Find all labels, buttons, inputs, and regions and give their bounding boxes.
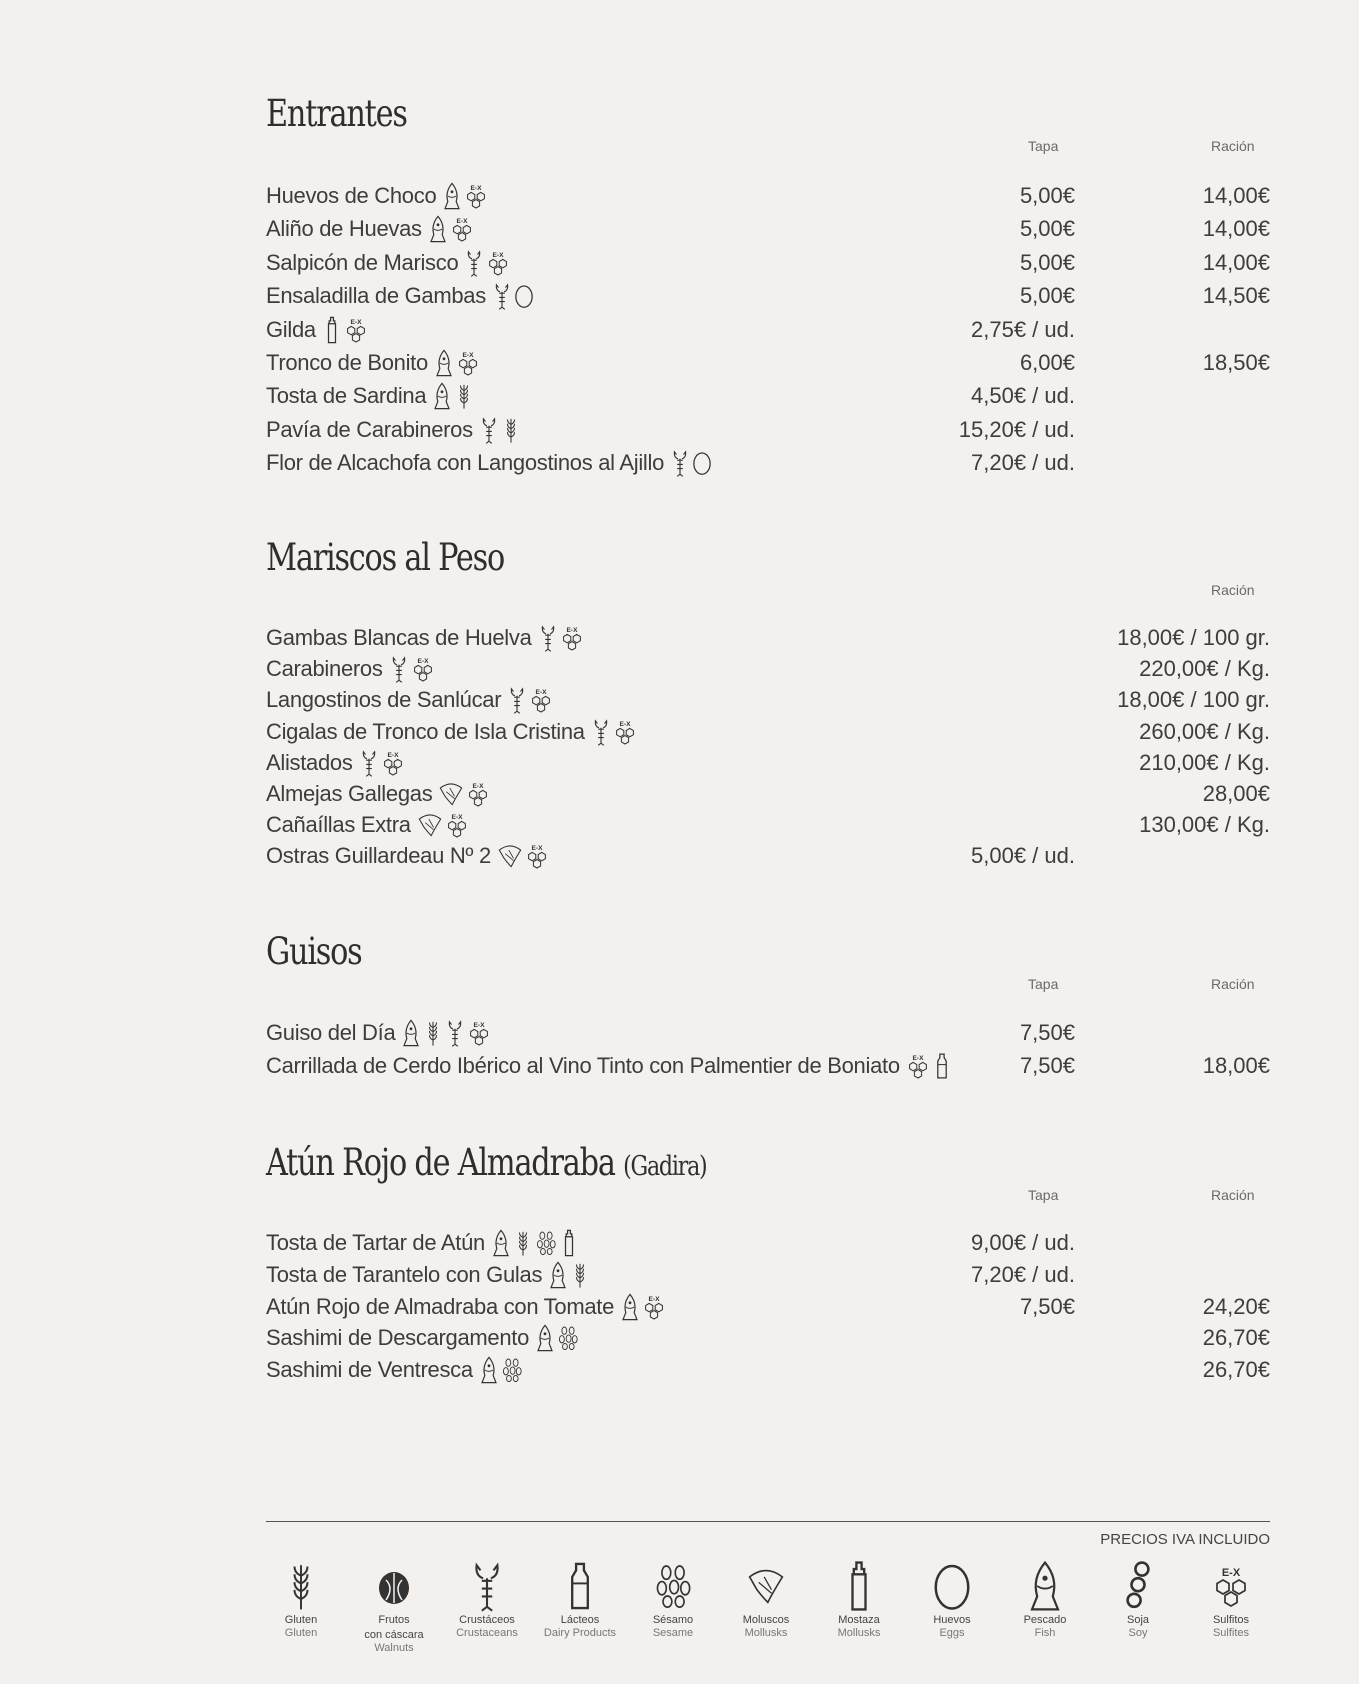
menu-item-name [266,314,368,346]
svg-text:E-X: E-X [387,751,399,759]
menu-item-row [266,380,1270,412]
menu-item-row [266,1291,1270,1323]
allergen-icons [591,718,637,746]
crustacean-icon [538,624,558,652]
menu-item-name [266,747,405,779]
racion-price: 14,00€ [1202,183,1270,208]
racion-price: 130,00€ / Kg. [1139,812,1270,838]
racion-price: 26,70€ [1202,1325,1270,1351]
allergen-legend-item [628,1560,718,1640]
menu-item-row [266,180,1270,212]
menu-item-row [266,778,1270,810]
item-name-text: Sashimi de Descargamento [266,1325,530,1351]
mustard-icon [839,1560,879,1612]
racion-price: 14,00€ [1202,216,1270,242]
racion-header: Ración [1211,138,1255,154]
menu-item-row [266,716,1270,748]
item-name-text: Flor de Alcachofa con Langostinos al Ajillo [266,450,665,476]
menu-item-row [266,747,1270,779]
racion-header: Ración [1211,582,1255,598]
racion-price: 210,00€ / Kg. [1139,749,1270,775]
item-name-text: Tosta de Sardina [266,383,427,409]
allergen-name-es: Moluscos [742,1614,790,1626]
allergen-name-en: Fish [1034,1627,1056,1639]
allergen-name-en: Mollusks [744,1627,788,1639]
item-name-text: Ensaladilla de Gambas [266,283,486,309]
svg-text:E-X: E-X [470,185,482,192]
svg-text:E-X: E-X [472,783,484,790]
item-name-text: Pavía de Carabineros [266,416,473,442]
allergen-legend-item [535,1560,625,1640]
soy-icon [1118,1560,1158,1612]
gluten-icon [423,1019,443,1047]
allergen-icons [389,655,435,683]
sulfites-icon [1211,1560,1251,1612]
racion-header: Ración [1211,1187,1255,1203]
allergen-icons [507,686,553,714]
gluten-icon [501,416,521,444]
mustard-icon [322,316,342,344]
menu-item-name [266,447,712,479]
racion-price: 14,00€ [1202,249,1270,275]
allergen-name-en: Dairy Products [543,1627,617,1639]
menu-item-row [266,840,1270,872]
allergen-name-en: Sulfites [1212,1627,1250,1639]
allergen-legend-item [349,1560,439,1655]
sulfites-icon [344,316,368,344]
menu-item-row [266,280,1270,312]
crustacean-icon [591,718,611,746]
mollusk-icon [497,842,523,870]
tapa-price: 7,50€ [1019,1053,1075,1079]
racion-price: 18,00€ / 100 gr. [1117,625,1270,650]
menu-item-name [266,247,510,279]
menu-item-row [266,1050,1270,1082]
mollusk-icon [417,811,443,839]
item-name-text: Langostinos de Sanlúcar [266,687,502,713]
svg-text:E-X: E-X [535,689,547,697]
sulfites-icon [466,780,490,808]
menu-item-row [266,1227,1270,1259]
allergen-name-en: Walnuts [374,1642,414,1654]
tapa-price: 7,50€ [1019,1293,1075,1319]
sulfites-icon [467,1019,491,1047]
iva-note: PRECIOS IVA INCLUIDO [1100,1531,1270,1548]
racion-header: Ración [1211,976,1255,992]
allergen-icons [492,282,534,310]
menu-item-row [266,414,1270,446]
menu-item-name [266,778,490,810]
gluten-icon [454,382,474,410]
menu-item-row [266,1017,1270,1049]
menu-item-name [266,213,474,245]
menu-page [266,0,1270,1684]
gluten-icon [281,1560,321,1612]
dairy-icon [560,1560,600,1612]
crustacean-icon [389,655,409,683]
item-name-text: Gambas Blancas de Huelva [266,625,532,650]
crustacean-icon [670,449,690,477]
svg-text:E-X: E-X [451,814,463,822]
racion-price: 220,00€ / Kg. [1139,656,1270,682]
allergen-name-es: Sésamo [652,1614,694,1626]
racion-price: 24,20€ [1202,1293,1270,1319]
tapa-price: 9,00€ / ud. [971,1230,1075,1255]
item-name-text: Cañaíllas Extra [266,812,411,838]
svg-text:E-X: E-X [350,318,362,326]
allergen-name-es: Gluten [284,1614,318,1626]
tapa-price: 5,00€ [1019,216,1075,242]
gluten-icon [513,1229,533,1257]
sulfites-icon [486,249,510,277]
allergen-name-es: Mostaza [838,1614,880,1626]
tapa-price: 7,50€ [1019,1020,1075,1045]
allergen-legend [266,1560,1270,1660]
allergen-legend-item [1093,1560,1183,1640]
menu-item-name [266,1259,590,1291]
allergen-icons [322,316,368,344]
allergen-icons [432,382,474,410]
allergen-icons [464,249,510,277]
allergen-name-es: Frutos [378,1614,410,1626]
allergen-name-es: Lácteos [560,1614,600,1626]
item-name-text: Carrillada de Cerdo Ibérico al Vino Tinto con Palmentier de Boniato [266,1053,900,1079]
crustacean-icon [507,686,527,714]
fish-icon [491,1229,511,1257]
item-name-text: Tosta de Tarantelo con Gulas [266,1261,543,1287]
menu-item-name [266,347,480,379]
fish-icon [535,1324,555,1352]
allergen-icons [359,749,405,777]
allergen-name-es: Soja [1126,1614,1150,1626]
allergen-name-es: Huevos [933,1614,971,1626]
fish-icon [428,215,448,243]
racion-price: 18,00€ / 100 gr. [1117,687,1270,713]
allergen-icons [428,215,474,243]
menu-item-row [266,622,1270,654]
allergen-legend-item [1000,1560,1090,1640]
egg-icon [514,282,534,310]
walnut-icon [374,1560,414,1612]
svg-text:E-X: E-X [417,658,429,666]
sulfites-icon [642,1293,666,1321]
svg-text:E-X: E-X [531,845,543,853]
allergen-name-es: Sulfitos [1212,1614,1250,1626]
section-title: Mariscos al Peso [266,536,505,579]
item-name-text: Ostras Guillardeau Nº 2 [266,843,491,869]
allergen-name-es: Crustáceos [459,1614,515,1626]
svg-text:E-X: E-X [912,1055,924,1063]
menu-item-name [266,1050,952,1082]
mollusk-icon [438,780,464,808]
menu-item-row [266,653,1270,685]
allergen-icons [548,1261,590,1289]
allergen-icons [438,780,490,808]
tapa-price: 5,00€ [1019,283,1075,309]
allergen-legend-item [814,1560,904,1640]
sesame-icon [653,1560,693,1612]
allergen-icons [535,1324,579,1352]
sulfites-icon [445,811,469,839]
crustacean-icon [445,1019,465,1047]
sulfites-icon [560,624,584,652]
tapa-header: Tapa [1028,976,1059,992]
item-name-text: Cigalas de Tronco de Isla Cristina [266,718,585,744]
tapa-price: 7,20€ / ud. [971,450,1075,476]
fish-icon [442,182,462,210]
allergen-name-en: Crustaceans [456,1627,518,1639]
menu-item-name [266,809,469,841]
allergen-icons [538,624,584,652]
tapa-price: 5,00€ / ud. [971,843,1075,869]
menu-item-name [266,1017,491,1049]
allergen-name-en: Eggs [939,1627,965,1639]
racion-price: 14,50€ [1202,283,1270,309]
allergen-icons [670,449,712,477]
item-name-text: Aliño de Huevas [266,216,422,242]
fish-icon [401,1019,421,1047]
allergen-icons [417,811,469,839]
svg-text:E-X: E-X [473,1022,485,1029]
racion-price: 26,70€ [1202,1357,1270,1383]
sulfites-icon [525,842,549,870]
item-name-text: Atún Rojo de Almadraba con Tomate [266,1293,615,1319]
allergen-name-en: Mollusks [837,1627,881,1639]
svg-text:E-X: E-X [1221,1567,1241,1579]
menu-item-name [266,280,534,312]
fish-icon [434,349,454,377]
crustacean-icon [479,416,499,444]
allergen-icons [497,842,549,870]
mustard-icon [559,1229,579,1257]
allergen-name-en: Soy [1128,1627,1148,1639]
section-title: Guisos [266,930,362,973]
menu-item-name [266,414,521,446]
item-name-text: Tronco de Bonito [266,350,428,375]
allergen-name-en: Sesame [652,1627,694,1639]
fish-icon [432,382,452,410]
footer-divider [266,1521,1270,1522]
allergen-legend-item [442,1560,532,1640]
menu-item-row [266,213,1270,245]
crustacean-icon [359,749,379,777]
sulfites-icon [450,215,474,243]
allergen-legend-item [721,1560,811,1640]
menu-item-row [266,684,1270,716]
menu-item-name [266,653,435,685]
item-name-text: Salpicón de Marisco [266,249,459,275]
allergen-legend-item [256,1560,346,1640]
allergen-icons [906,1052,952,1080]
racion-price: 18,50€ [1202,350,1270,375]
allergen-icons [479,1356,523,1384]
allergen-legend-item [1186,1560,1276,1640]
section-title: Entrantes [266,92,407,135]
sulfites-icon [411,655,435,683]
dairy-icon [932,1052,952,1080]
svg-text:E-X: E-X [462,352,474,359]
menu-item-name [266,1291,666,1323]
menu-item-name [266,1322,579,1354]
menu-item-row [266,1322,1270,1354]
sulfites-icon [464,182,488,210]
section-subtitle: (Gadira) [623,1151,707,1182]
fish-icon [479,1356,499,1384]
tapa-price: 5,00€ [1019,249,1075,275]
menu-item-row [266,1259,1270,1291]
crustacean-icon [492,282,512,310]
sesame-icon [557,1324,579,1352]
tapa-price: 4,50€ / ud. [971,383,1075,409]
tapa-header: Tapa [1028,138,1059,154]
crustacean-icon [467,1560,507,1612]
item-name-text: Huevos de Choco [266,183,437,208]
svg-text:E-X: E-X [566,627,578,634]
sulfites-icon [456,349,480,377]
allergen-legend-item [907,1560,997,1640]
item-name-text: Guiso del Día [266,1020,396,1045]
menu-item-name [266,380,474,412]
svg-text:E-X: E-X [619,720,631,728]
item-name-text: Tosta de Tartar de Atún [266,1230,485,1255]
tapa-header: Tapa [1028,1187,1059,1203]
item-name-text: Sashimi de Ventresca [266,1357,473,1383]
sulfites-icon [529,686,553,714]
item-name-text: Carabineros [266,656,383,682]
allergen-name-en: Gluten [284,1627,318,1639]
item-name-text: Almejas Gallegas [266,781,433,806]
menu-item-name [266,622,584,654]
allergen-icons [620,1293,666,1321]
racion-price: 260,00€ / Kg. [1139,718,1270,744]
svg-text:E-X: E-X [456,218,468,226]
egg-icon [932,1560,972,1612]
menu-item-name [266,1354,523,1386]
svg-text:E-X: E-X [648,1295,660,1303]
menu-item-name [266,684,553,716]
menu-item-row [266,1354,1270,1386]
sulfites-icon [613,718,637,746]
sulfites-icon [381,749,405,777]
allergen-icons [479,416,521,444]
tapa-price: 15,20€ / ud. [958,416,1075,442]
tapa-price: 6,00€ [1019,350,1075,375]
mollusk-icon [746,1560,786,1612]
allergen-icons [491,1229,579,1257]
fish-icon [1025,1560,1065,1612]
allergen-icons [442,182,488,210]
menu-item-row [266,447,1270,479]
section-title: Atún Rojo de Almadraba (Gadira) [266,1141,707,1184]
allergen-icons [434,349,480,377]
tapa-price: 7,20€ / ud. [971,1261,1075,1287]
menu-item-row [266,314,1270,346]
svg-text:E-X: E-X [492,251,504,259]
item-name-text: Alistados [266,749,353,775]
egg-icon [692,449,712,477]
allergen-name-es-line2: con cáscara [364,1629,424,1641]
sesame-icon [501,1356,523,1384]
gluten-icon [570,1261,590,1289]
tapa-price: 5,00€ [1019,183,1075,208]
racion-price: 28,00€ [1202,781,1270,806]
menu-item-row [266,247,1270,279]
fish-icon [548,1261,568,1289]
menu-item-name [266,840,549,872]
menu-item-name [266,180,488,212]
item-name-text: Gilda [266,316,316,342]
menu-item-name [266,716,637,748]
allergen-name-es: Pescado [1023,1614,1067,1626]
crustacean-icon [464,249,484,277]
tapa-price: 2,75€ / ud. [971,316,1075,342]
menu-item-row [266,809,1270,841]
fish-icon [620,1293,640,1321]
sulfites-icon [906,1052,930,1080]
menu-item-name [266,1227,579,1259]
allergen-icons [401,1019,491,1047]
sesame-icon [535,1229,557,1257]
menu-item-row [266,347,1270,379]
racion-price: 18,00€ [1202,1053,1270,1079]
